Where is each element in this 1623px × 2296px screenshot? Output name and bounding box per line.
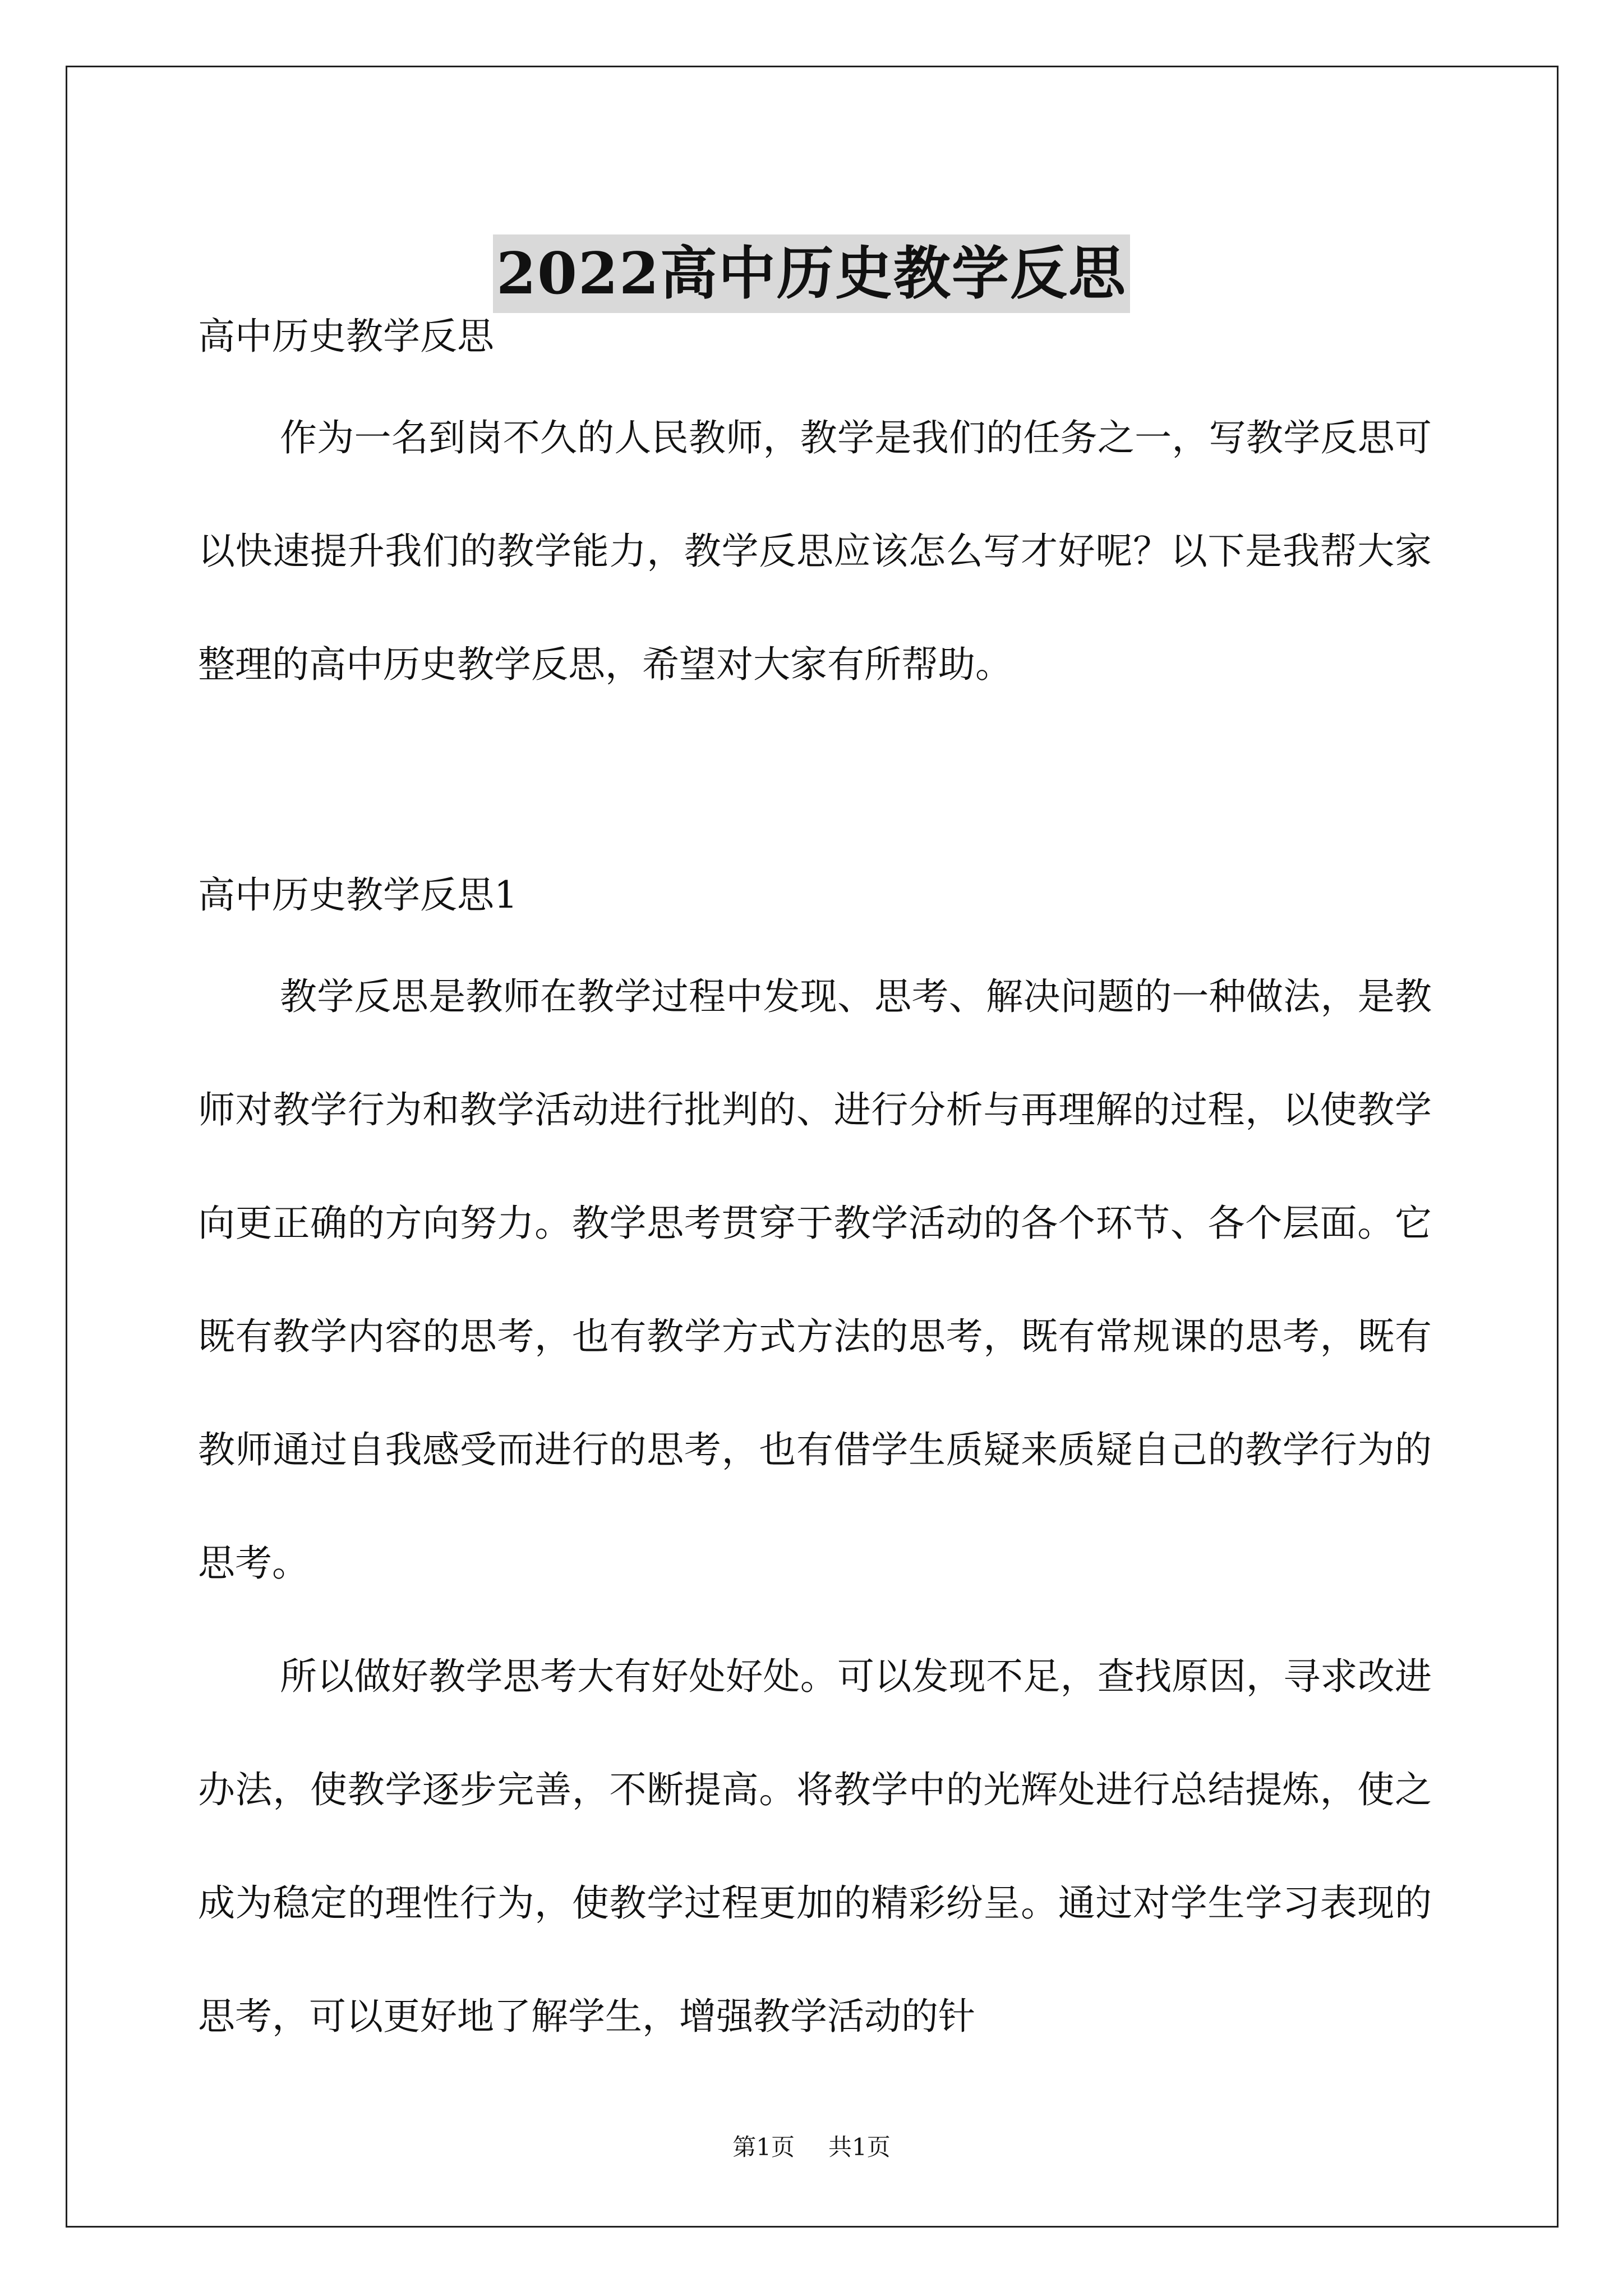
spacer (198, 721, 1432, 873)
document-subtitle: 高中历史教学反思 (198, 315, 494, 358)
document-title: 2022高中历史教学反思 (493, 234, 1130, 313)
page-footer (0, 2131, 1623, 2164)
body-paragraph: 所以做好教学思考大有好处好处。可以发现不足，查找原因，寻求改进办法，使教学逐步完善，不断提高。将教学中的光辉处进行总结提炼，使之成为稳定的理性行为，使教学过程更加的精彩纷呈。通过对学生学习表现的思考，可以更好地了解学生，增强教学活动的针 (198, 1655, 1432, 2038)
intro-paragraph: 作为一名到岗不久的人民教师，教学是我们的任务之一，写教学反思可以快速提升我们的教学能力，教学反思应该怎么写才好呢？以下是我帮大家整理的高中历史教学反思，希望对大家有所帮助。 (198, 416, 1432, 686)
page-total: 共1页 (828, 2133, 891, 2161)
section-heading: 高中历史教学反思1 (198, 873, 518, 917)
body-paragraph: 教学反思是教师在教学过程中发现、思考、解决问题的一种做法，是教师对教学行为和教学活动进行批判的、进行分析与再理解的过程，以使教学向更正确的方向努力。教学思考贯穿于教学活动的各个环节、各个层面。它既有教学内容的思考，也有教学方式方法的思考，既有常规课的思考，既有教师通过自我感受而进行的思考，也有借学生质疑来质疑自己的教学行为的思考。 (198, 975, 1432, 1585)
page-number: 第1页 (732, 2133, 795, 2161)
document-body (198, 314, 1432, 2073)
